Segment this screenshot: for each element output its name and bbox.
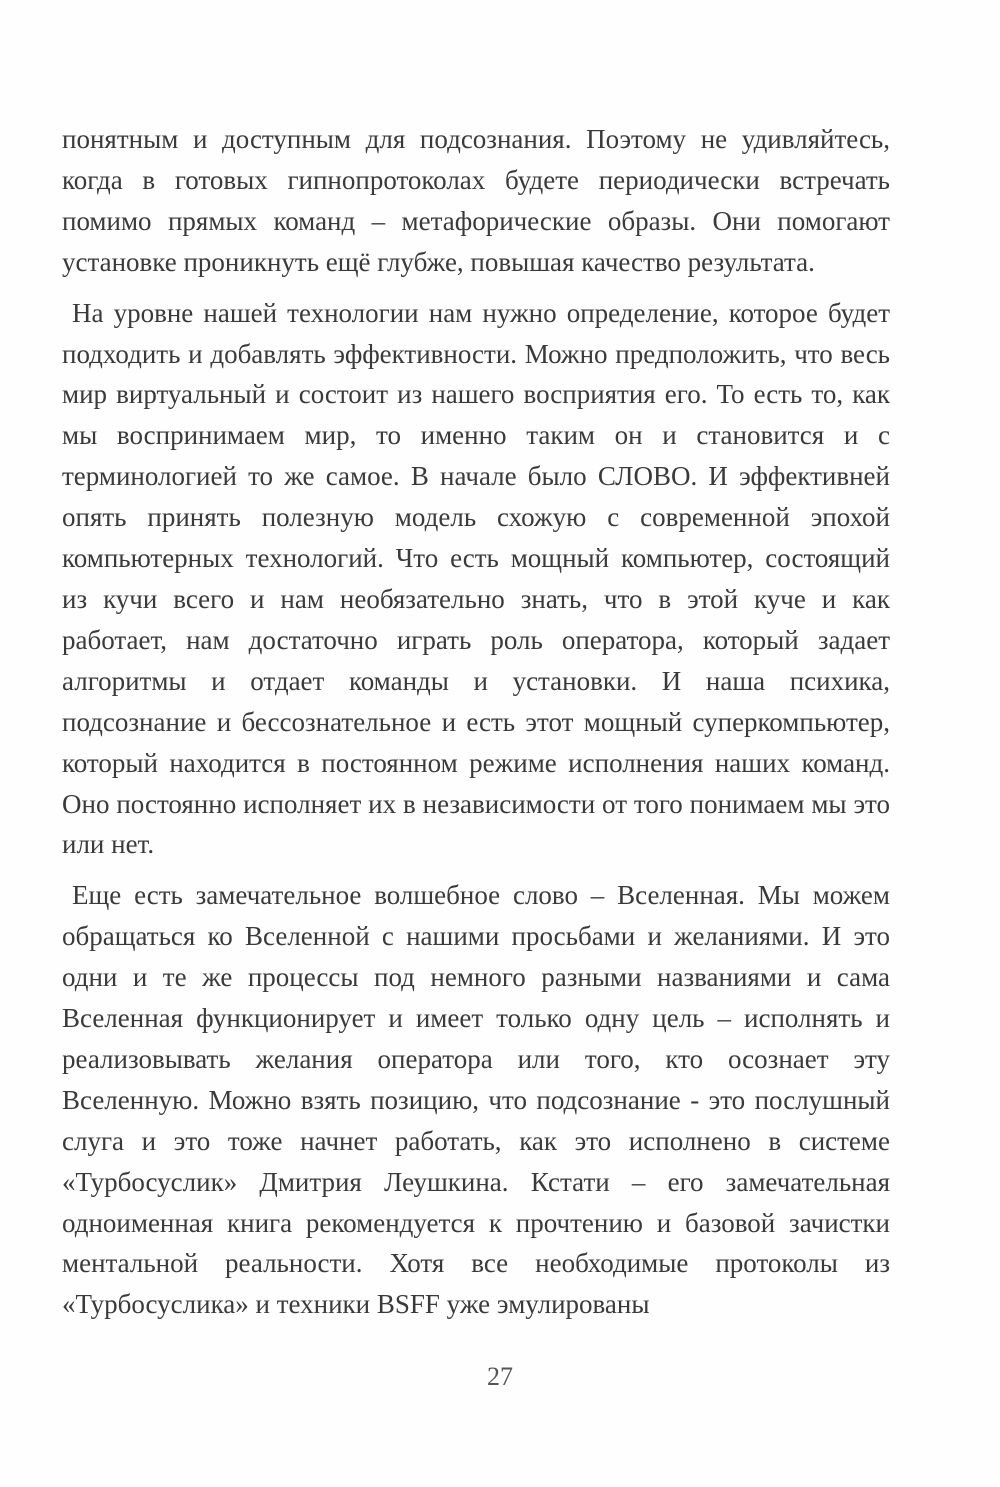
body-text: [62, 119, 890, 1335]
paragraph-3: Еще есть замечательное волшебное слово – Вселенная. Мы можем обращаться ко Вселенной с нашими просьбами и желаниями. И это одни и те же процессы под немного разными названиями и сама Вселенная функционирует и имеет только одну цель – исполнять и реализовывать желания оператора или того, кто осознает эту Вселенную. Можно взять позицию, что подсознание - это послушный слуга и это тоже начнет работать, как это исполнено в системе «Турбосуслик» Дмитрия Леушкина. Кстати – его замечательная одноименная книга рекомендуется к прочтению и базовой зачистки ментальной реальности. Хотя все необходимые протоколы из «Турбосуслика» и техники BSFF уже эмулированы: [62, 880, 890, 1320]
page-number: 27: [487, 1362, 513, 1391]
paragraph-1: понятным и доступным для подсознания. Поэтому не удивляйтесь, когда в готовых гипнопротоколах будете периодически встречать помимо прямых команд – метафорические образы. Они помогают установке проникнуть ещё глубже, повышая качество результата.: [62, 124, 890, 277]
paragraph-2: На уровне нашей технологии нам нужно определение, которое будет подходить и добавлять эффективности. Можно предположить, что весь мир виртуальный и состоит из нашего восприятия его. То есть то, как мы воспринимаем мир, то именно таким он и становится и с терминологией то же самое. В начале было СЛОВО. И эффективней опять принять полезную модель схожую с современной эпохой компьютерных технологий. Что есть мощный компьютер, состоящий из кучи всего и нам необязательно знать, что в этой куче и как работает, нам достаточно играть роль оператора, который задает алгоритмы и отдает команды и установки. И наша психика, подсознание и бессознательное и есть этот мощный суперкомпьютер, который находится в постоянном режиме исполнения наших команд. Оно постоянно исполняет их в независимости от того понимаем мы это или нет.: [62, 297, 890, 860]
